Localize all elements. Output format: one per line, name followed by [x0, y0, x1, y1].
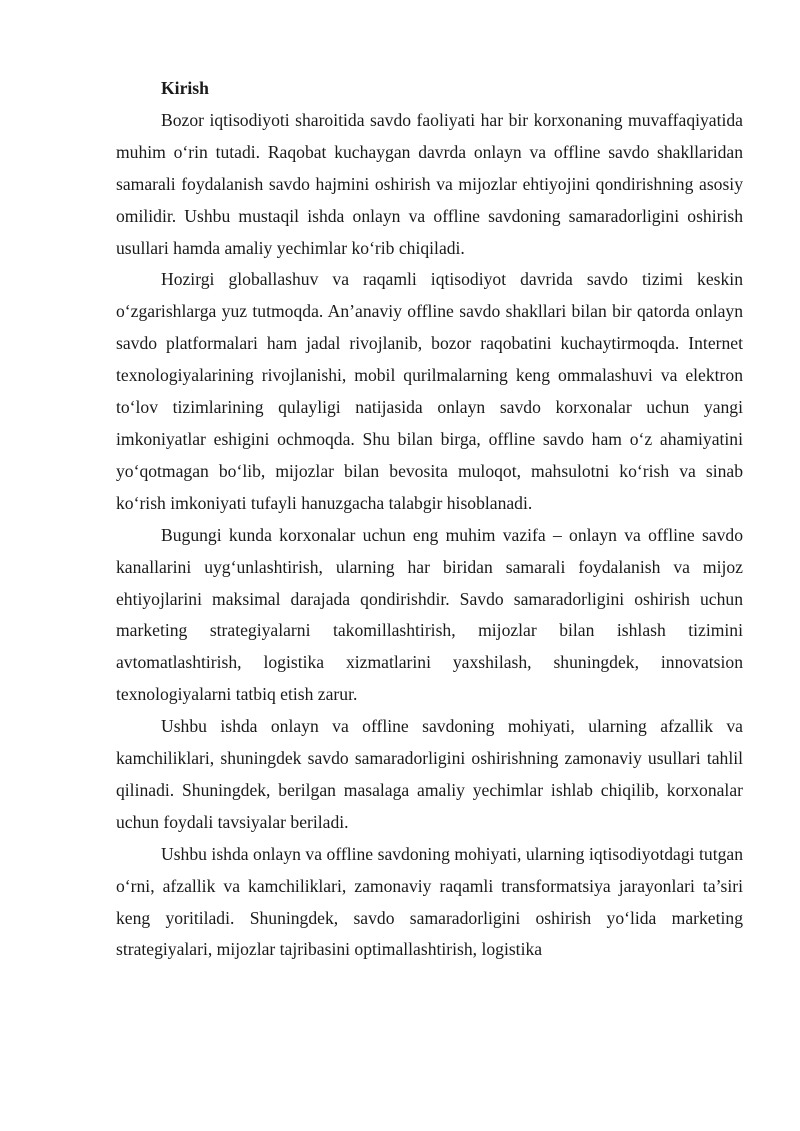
- section-heading: Kirish: [161, 78, 209, 98]
- paragraph-3: Bugungi kunda korxonalar uchun eng muhim vazifa – onlayn va offline savdo kanallarini uygʻunlashtirish, ularning har biridan samarali foydalanish va mijoz ehtiyojlarini maksimal darajada qondirishdir. Savdo samaradorligini oshirish uchun marketing strategiyalarni takomillashtirish, mijozlar bilan ishlash tizimini avtomatlashtirish, logistika xizmatlarini yaxshilash, shuningdek, innovatsion texnologiyalarni tatbiq etish zarur.: [116, 524, 743, 705]
- paragraph-1: Bozor iqtisodiyoti sharoitida savdo faoliyati har bir korxonaning muvaffaqiyatida muhim oʻrin tutadi. Raqobat kuchaygan davrda onlayn va offline savdo shakllaridan samarali foydalanish savdo hajmini oshirish va mijozlar ehtiyojini qondirishning asosiy omilidir. Ushbu mustaqil ishda onlayn va offline savdoning samaradorligini oshirish usullari hamda amaliy yechimlar koʻrib chiqiladi.: [116, 109, 743, 258]
- document-body: [116, 73, 743, 966]
- paragraph-2: Hozirgi globallashuv va raqamli iqtisodiyot davrida savdo tizimi keskin oʻzgarishlarga yuz tutmoqda. An’anaviy offline savdo shakllari bilan bir qatorda onlayn savdo platformalari ham jadal rivojlanib, bozor raqobatini kuchaytirmoqda. Internet texnologiyalarining rivojlanishi, mobil qurilmalarning keng ommalashuvi va elektron toʻlov tizimlarining qulayligi natijasida onlayn savdo korxonalar uchun yangi imkoniyatlar eshigini ochmoqda. Shu bilan birga, offline savdo ham oʻz ahamiyatini yoʻqotmagan boʻlib, mijozlar bilan bevosita muloqot, mahsulotni koʻrish va sinab koʻrish imkoniyati tufayli hanuzgacha talabgir hisoblanadi.: [116, 269, 743, 513]
- paragraph-5: Ushbu ishda onlayn va offline savdoning mohiyati, ularning iqtisodiyotdagi tutgan oʻrni, afzallik va kamchiliklari, zamonaviy raqamli transformatsiya jarayonlari ta’siri keng yoritiladi. Shuningdek, savdo samaradorligini oshirish yoʻlida marketing strategiyalari, mijozlar tajribasini optimallashtirish, logistika: [116, 843, 743, 960]
- paragraph-4: Ushbu ishda onlayn va offline savdoning mohiyati, ularning afzallik va kamchiliklari, shuningdek savdo samaradorligini oshirishning zamonaviy usullari tahlil qilinadi. Shuningdek, berilgan masalaga amaliy yechimlar ishlab chiqilib, korxonalar uchun foydali tavsiyalar beriladi.: [116, 716, 743, 832]
